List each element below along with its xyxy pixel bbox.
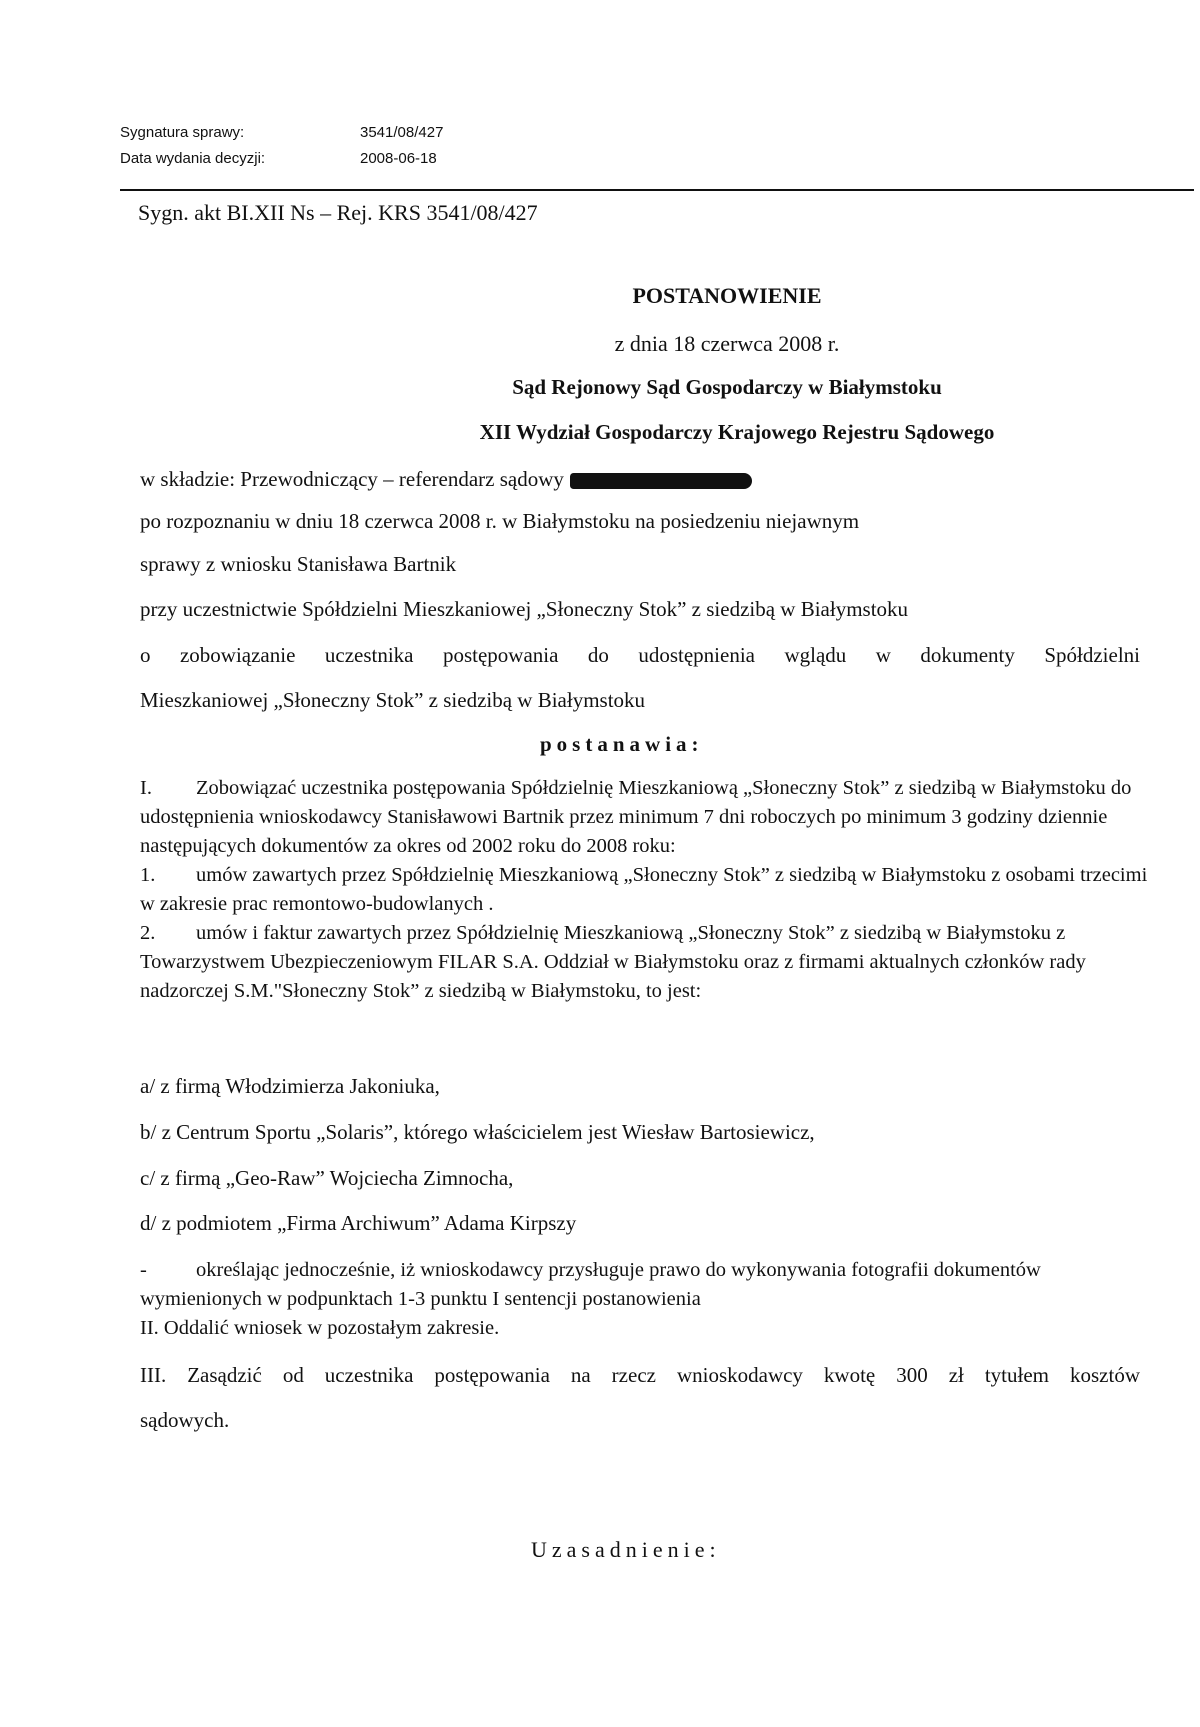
panel-text: w składzie: Przewodniczący – referendarz sądowy <box>140 467 564 491</box>
decision-point-3-line-2: sądowych. <box>140 1408 230 1432</box>
case-number-row <box>120 120 443 146</box>
department-name: XII Wydział Gospodarczy Krajowego Rejestru Sądowego <box>479 420 995 444</box>
decision-date-value: 2008-06-18 <box>360 150 437 167</box>
photo-dash: - <box>140 1259 147 1281</box>
redacted-name <box>570 473 752 489</box>
decision-point-3-line-1: III. Zasądzić od uczestnika postępowania na rzecz wnioskodawcy kwotę 300 zł tytułem kosztów <box>140 1363 1140 1387</box>
item-1-text: umów zawartych przez Spółdzielnię Mieszkaniową „Słoneczny Stok” z siedzibą w Białymstoku z osobami trzecimi w zakresie prac remontowo-budowlanych . <box>140 864 1148 915</box>
decision-point-2: II. Oddalić wniosek w pozostałym zakresie. <box>140 1317 500 1339</box>
applicant-line: sprawy z wniosku Stanisława Bartnik <box>140 552 457 576</box>
sub-item-a: a/ z firmą Włodzimierza Jakoniuka, <box>140 1074 440 1098</box>
case-metadata <box>120 120 443 172</box>
subject-line-2: Mieszkaniowej „Słoneczny Stok” z siedzibą w Białymstoku <box>140 688 646 712</box>
photo-permission <box>140 1256 1150 1343</box>
point-1-text: Zobowiązać uczestnika postępowania Spółdzielnię Mieszkaniową „Słoneczny Stok” z siedzibą w Białymstoku do udostępnienia wnioskodawcy Stanisławowi Bartnik przez minimum 7 dni roboczych po minimum 3 godziny dziennie następujących dokumentów za okres od 2002 roku do 2008 roku: <box>140 777 1132 857</box>
document-date: z dnia 18 czerwca 2008 r. <box>614 331 840 356</box>
decision-point-1 <box>140 774 1150 1006</box>
court-name: Sąd Rejonowy Sąd Gospodarczy w Białymstoku <box>512 375 942 399</box>
panel-line <box>140 467 752 492</box>
sub-item-d: d/ z podmiotem „Firma Archiwum” Adama Kirpszy <box>140 1211 577 1235</box>
document-title: POSTANOWIENIE <box>632 283 822 308</box>
decision-heading: postanawia: <box>540 732 704 756</box>
item-2-text: umów i faktur zawartych przez Spółdzielnię Mieszkaniową „Słoneczny Stok” z siedzibą w Białymstoku z Towarzystwem Ubezpieczeniowym FILAR S.A. Oddział w Białymstoku oraz z firmami aktualnych członków rady nadzorczej S.M."Słoneczny Stok” z siedzibą w Białymstoku, to jest: <box>140 922 1086 1002</box>
item-2-number: 2. <box>140 922 156 944</box>
sub-item-c: c/ z firmą „Geo-Raw” Wojciecha Zimnocha, <box>140 1166 514 1190</box>
point-1-number: I. <box>140 777 152 799</box>
photo-text: określając jednocześnie, iż wnioskodawcy przysługuje prawo do wykonywania fotografii dokumentów wymienionych w podpunktach 1-3 punktu I sentencji postanowienia <box>140 1259 1041 1310</box>
file-reference: Sygn. akt BI.XII Ns – Rej. KRS 3541/08/427 <box>138 200 538 225</box>
decision-date-label: Data wydania decyzji: <box>120 150 266 167</box>
hearing-line: po rozpoznaniu w dniu 18 czerwca 2008 r. w Białymstoku na posiedzeniu niejawnym <box>140 509 860 533</box>
case-number-label: Sygnatura sprawy: <box>120 124 245 141</box>
sub-item-b: b/ z Centrum Sportu „Solaris”, którego właścicielem jest Wiesław Bartosiewicz, <box>140 1120 815 1144</box>
item-1-number: 1. <box>140 864 156 886</box>
justification-heading: Uzasadnienie: <box>531 1537 721 1562</box>
decision-date-row <box>120 146 443 172</box>
case-number-value: 3541/08/427 <box>360 124 444 141</box>
participant-line: przy uczestnictwie Spółdzielni Mieszkaniowej „Słoneczny Stok” z siedzibą w Białymstoku <box>140 597 909 621</box>
subject-line-1: o zobowiązanie uczestnika postępowania do udostępnienia wglądu w dokumenty Spółdzielni <box>140 643 1140 667</box>
header-divider <box>120 189 1194 191</box>
